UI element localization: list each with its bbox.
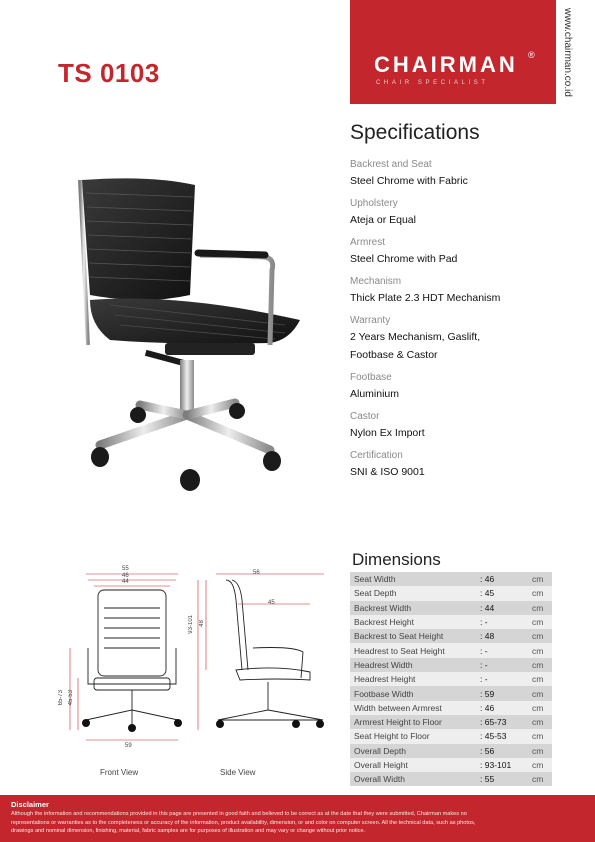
dim-label: Backrest Height xyxy=(354,617,414,628)
brand-tagline: CHAIR SPECIALIST xyxy=(376,80,489,86)
dim-label: Footbase Width xyxy=(354,688,414,699)
spec-label: Upholstery xyxy=(350,198,398,209)
table-row xyxy=(350,601,552,615)
spec-value: Aluminium xyxy=(350,388,400,400)
dim-number: - xyxy=(484,659,488,670)
spec-value-continued: Footbase & Castor xyxy=(350,349,438,361)
dim-number: 59 xyxy=(484,688,495,699)
dim-label: Backrest Width xyxy=(354,602,412,613)
dim-unit: cm xyxy=(532,659,544,670)
dim-value: : 59 xyxy=(480,688,495,699)
dim-unit: cm xyxy=(532,617,544,628)
table-row xyxy=(350,629,552,643)
table-row xyxy=(350,643,552,657)
dim-number: 44 xyxy=(484,602,495,613)
dim-number: - xyxy=(484,645,488,656)
specifications-list xyxy=(350,158,580,488)
dim-unit: cm xyxy=(532,602,544,613)
dim-unit: cm xyxy=(532,731,544,742)
spec-value: Ateja or Equal xyxy=(350,214,416,226)
side-view-label: Side View xyxy=(220,768,256,777)
dim-unit: cm xyxy=(532,774,544,785)
dim-unit: cm xyxy=(532,745,544,756)
dim-number: 93-101 xyxy=(484,760,512,770)
dim-unit: cm xyxy=(532,717,544,728)
spec-label: Castor xyxy=(350,411,380,422)
brand-name: CHAIRMAN xyxy=(374,52,518,77)
front-view-label: Front View xyxy=(100,768,139,777)
dim-number: - xyxy=(484,674,488,685)
dim-value: : 46 xyxy=(480,574,495,585)
spec-item xyxy=(350,410,580,442)
spec-item xyxy=(350,314,580,364)
dim-value: : - xyxy=(480,659,488,670)
dim-label: Headrest Width xyxy=(354,659,413,670)
side-dim-top1: 56 xyxy=(253,570,260,576)
table-row xyxy=(350,701,552,715)
spec-label: Warranty xyxy=(350,315,391,326)
spec-item xyxy=(350,371,580,403)
disclaimer-title: Disclaimer xyxy=(11,800,49,809)
dim-label: Width between Armrest xyxy=(354,702,442,713)
table-row xyxy=(350,715,552,729)
table-row xyxy=(350,686,552,700)
table-row xyxy=(350,772,552,786)
dim-label: Overall Height xyxy=(354,760,408,770)
dim-value: : 48 xyxy=(480,631,495,642)
table-row xyxy=(350,729,552,743)
spec-label: Certification xyxy=(350,450,403,461)
spec-item xyxy=(350,236,580,268)
table-row xyxy=(350,658,552,672)
dim-number: - xyxy=(484,617,488,628)
disclaimer-line: representations or warranties as to the completeness or accuracy of the information, product availability, dimension, or and color on computer screen. All the technical data, such as photos, xyxy=(11,819,476,826)
dim-unit: cm xyxy=(532,674,544,685)
spec-item xyxy=(350,197,580,229)
dim-label: Seat Width xyxy=(354,574,396,585)
dim-label: Headrest to Seat Height xyxy=(354,645,445,656)
front-dim-left2: 45-53 xyxy=(68,690,74,706)
technical-drawing xyxy=(48,560,338,785)
dim-value: : 44 xyxy=(480,602,495,613)
spec-label: Backrest and Seat xyxy=(350,159,432,170)
dim-unit: cm xyxy=(532,574,544,585)
spec-label: Armrest xyxy=(350,237,385,248)
spec-value: Thick Plate 2.3 HDT Mechanism xyxy=(350,292,501,304)
disclaimer-text xyxy=(11,810,586,836)
side-dim-left1: 93-101 xyxy=(188,615,194,634)
dim-value: : 46 xyxy=(480,702,495,713)
table-row xyxy=(350,615,552,629)
front-dim-left1: 65-73 xyxy=(58,690,64,706)
disclaimer-line: drawings and nominal dimension, finishing, material, fabric samples are for purposes of illustration and may vary or change without prior notice. xyxy=(11,828,366,835)
dim-number: 65-73 xyxy=(484,717,507,728)
dim-number: 45-53 xyxy=(484,731,507,742)
dim-label: Backrest to Seat Height xyxy=(354,631,444,642)
dim-unit: cm xyxy=(532,702,544,713)
table-row xyxy=(350,586,552,600)
front-dim-bottom: 59 xyxy=(125,743,132,749)
spec-label: Mechanism xyxy=(350,276,402,287)
dim-label: Seat Depth xyxy=(354,588,397,599)
dim-value: : 45-53 xyxy=(480,731,507,742)
spec-label: Footbase xyxy=(350,372,392,383)
dim-label: Headrest Height xyxy=(354,674,416,685)
dim-value: : 56 xyxy=(480,745,495,756)
dim-label: Overall Width xyxy=(354,774,406,785)
dim-number: 55 xyxy=(484,774,495,785)
dim-unit: cm xyxy=(532,631,544,642)
model-number: TS 0103 xyxy=(58,58,160,88)
dim-label: Armrest Height to Floor xyxy=(354,717,442,728)
dim-number: 56 xyxy=(484,745,495,756)
dim-value: : 65-73 xyxy=(480,717,507,728)
side-dim-top2: 45 xyxy=(268,600,275,606)
registered-mark: ® xyxy=(528,50,535,60)
dim-number: 46 xyxy=(484,574,495,585)
spec-value: SNI & ISO 9001 xyxy=(350,466,425,478)
spec-item xyxy=(350,449,580,481)
chair-photo xyxy=(70,175,310,505)
table-row xyxy=(350,572,552,586)
disclaimer-footer xyxy=(0,795,595,842)
spec-value: Steel Chrome with Fabric xyxy=(350,175,468,187)
front-dim-top3: 44 xyxy=(122,579,129,585)
dim-value: : 55 xyxy=(480,774,495,785)
dim-label: Overall Depth xyxy=(354,745,406,756)
specifications-title: Specifications xyxy=(350,121,480,144)
spec-value: Nylon Ex Import xyxy=(350,427,425,439)
spec-value: 2 Years Mechanism, Gaslift, xyxy=(350,331,481,343)
table-row xyxy=(350,744,552,758)
dim-unit: cm xyxy=(532,588,544,599)
spec-item xyxy=(350,158,580,190)
dim-number: 46 xyxy=(484,702,495,713)
dimensions-title: Dimensions xyxy=(352,550,441,569)
dimensions-table xyxy=(350,572,552,786)
disclaimer-line: Although the information and recommendations provided in this page are presented in good faith and believed to be correct as at the date that they were submitted, Chairman makes no xyxy=(11,811,467,817)
spec-item xyxy=(350,275,580,307)
front-dim-top1: 55 xyxy=(122,566,129,572)
side-dim-left2: 48 xyxy=(199,620,205,627)
dim-value: : - xyxy=(480,617,488,628)
dim-value: : 93-101 xyxy=(480,760,512,770)
dim-unit: cm xyxy=(532,688,544,699)
front-dim-top2: 46 xyxy=(122,573,129,579)
dim-value: : - xyxy=(480,645,488,656)
table-row xyxy=(350,758,552,772)
spec-value: Steel Chrome with Pad xyxy=(350,253,458,265)
dim-unit: cm xyxy=(532,760,544,770)
table-row xyxy=(350,672,552,686)
dim-value: : - xyxy=(480,674,488,685)
dim-value: : 45 xyxy=(480,588,495,599)
brand-logo xyxy=(350,0,556,104)
dim-number: 48 xyxy=(484,631,495,642)
website-url[interactable]: www.chairman.co.id xyxy=(562,8,573,97)
dim-unit: cm xyxy=(532,645,544,656)
dim-label: Seat Height to Floor xyxy=(354,731,430,742)
dim-number: 45 xyxy=(484,588,495,599)
